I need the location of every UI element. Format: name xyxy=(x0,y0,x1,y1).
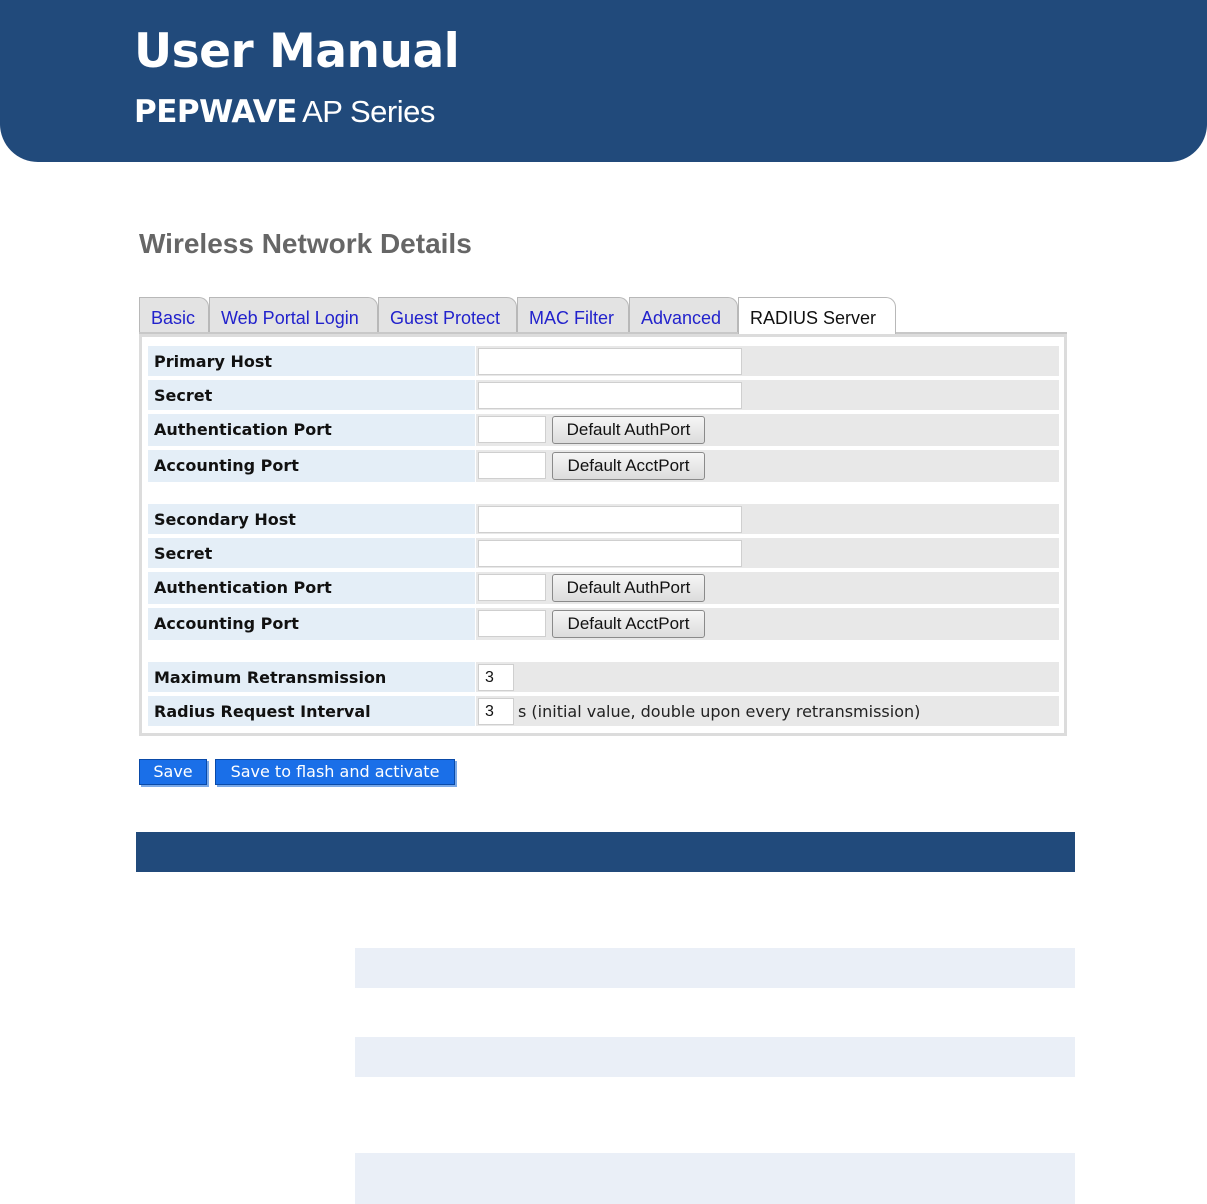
radius-form xyxy=(139,334,1067,736)
secondary-acct-port-input[interactable] xyxy=(478,610,546,637)
primary-secret-input[interactable] xyxy=(478,382,742,409)
tab-basic[interactable]: Basic xyxy=(139,297,209,332)
tab-mac-filter[interactable]: MAC Filter xyxy=(517,297,629,332)
primary-default-authport-button[interactable]: Default AuthPort xyxy=(552,416,705,444)
primary-host-label: Primary Host xyxy=(154,352,273,371)
form-row-secondary-secret xyxy=(148,538,1059,568)
request-interval-input[interactable]: 3 xyxy=(478,698,514,725)
secondary-default-acctport-button[interactable]: Default AcctPort xyxy=(552,610,705,638)
secondary-auth-port-label: Authentication Port xyxy=(154,578,332,597)
form-row-primary-auth-port xyxy=(148,414,1059,446)
primary-secret-label: Secret xyxy=(154,386,213,405)
table-row-stripe xyxy=(355,1037,1075,1077)
tab-guest-protect[interactable]: Guest Protect xyxy=(378,297,517,332)
header-banner xyxy=(0,0,1207,162)
form-row-secondary-auth-port xyxy=(148,572,1059,604)
secondary-secret-input[interactable] xyxy=(478,540,742,567)
request-interval-label: Radius Request Interval xyxy=(154,702,371,721)
primary-acct-port-input[interactable] xyxy=(478,452,546,479)
form-row-primary-host xyxy=(148,346,1059,376)
brand-name: PEPWAVE xyxy=(134,94,297,130)
secondary-host-input[interactable] xyxy=(478,506,742,533)
request-interval-hint: s (initial value, double upon every retransmission) xyxy=(518,702,921,721)
primary-auth-port-label: Authentication Port xyxy=(154,420,332,439)
form-row-secondary-acct-port xyxy=(148,608,1059,640)
table-row-stripe xyxy=(355,948,1075,988)
save-button[interactable]: Save xyxy=(139,759,207,785)
save-activate-button[interactable]: Save to flash and activate xyxy=(215,759,455,785)
primary-auth-port-input[interactable] xyxy=(478,416,546,443)
primary-acct-port-label: Accounting Port xyxy=(154,456,299,475)
secondary-default-authport-button[interactable]: Default AuthPort xyxy=(552,574,705,602)
secondary-secret-label: Secret xyxy=(154,544,213,563)
table-header-bar xyxy=(136,832,1075,872)
tab-web-portal-login[interactable]: Web Portal Login xyxy=(209,297,378,332)
secondary-host-label: Secondary Host xyxy=(154,510,296,529)
max-retransmission-label: Maximum Retransmission xyxy=(154,668,387,687)
form-row-primary-secret xyxy=(148,380,1059,410)
max-retransmission-input[interactable]: 3 xyxy=(478,664,514,691)
tab-radius-server[interactable]: RADIUS Server xyxy=(738,297,896,334)
table-row-stripe xyxy=(355,1153,1075,1204)
page-title: Wireless Network Details xyxy=(139,228,472,259)
form-row-request-interval xyxy=(148,696,1059,726)
document-title: User Manual xyxy=(134,24,460,79)
form-row-max-retransmission xyxy=(148,662,1059,692)
primary-default-acctport-button[interactable]: Default AcctPort xyxy=(552,452,705,480)
form-row-primary-acct-port xyxy=(148,450,1059,482)
secondary-acct-port-label: Accounting Port xyxy=(154,614,299,633)
form-row-secondary-host xyxy=(148,504,1059,534)
product-line xyxy=(134,94,435,135)
secondary-auth-port-input[interactable] xyxy=(478,574,546,601)
tab-advanced[interactable]: Advanced xyxy=(629,297,738,332)
series-name: AP Series xyxy=(302,94,435,129)
primary-host-input[interactable] xyxy=(478,348,742,375)
